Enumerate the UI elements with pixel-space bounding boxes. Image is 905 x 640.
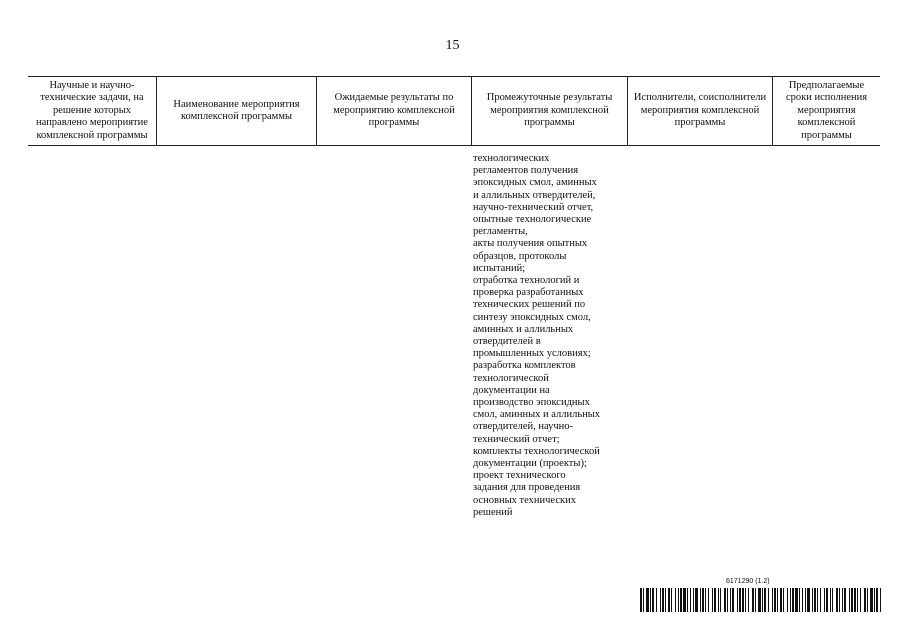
barcode-bar — [724, 588, 726, 612]
barcode-bar — [712, 588, 713, 612]
barcode-bar — [739, 588, 741, 612]
barcode-bar — [683, 588, 686, 612]
barcode-bar — [727, 588, 728, 612]
barcode-bar — [870, 588, 873, 612]
barcode-bar — [705, 588, 706, 612]
barcode-bar — [745, 588, 746, 612]
page-number: 15 — [445, 38, 460, 53]
barcode-bar — [665, 588, 666, 612]
barcode-bar — [768, 588, 769, 612]
barcode-bar — [748, 588, 749, 612]
barcode-bar — [693, 588, 694, 612]
barcode-bar — [817, 588, 818, 612]
header-activity-name: Наименование мероприятия комплексной программы — [173, 98, 300, 122]
barcode-bar — [832, 588, 833, 612]
barcode-caption: 6171290 (1.2) — [726, 578, 770, 585]
barcode-bar — [807, 588, 810, 612]
barcode-bar — [820, 588, 821, 612]
barcode-bar — [668, 588, 670, 612]
barcode-bar — [671, 588, 672, 612]
barcode-bar — [844, 588, 846, 612]
intermediate-results-cell: технологических регламентов получения эпоксидных смол, аминных и аллильных отвердителей, научно-технический отчет, опытные технологические регламенты, акты получения опытных образцов, протоколы испытаний; отработка технологий и проверка разработанных технических решений по синтезу эпоксидных смол, аминных и аллильных отвердителей в промышленных условиях; разработка комплектов технологической документации на производство эпоксидных смол, аминных и аллильных отвердителей, научно- технический отчет; комплекты технологической документации (проекты); проект технического задания для проведения основных технических решений — [473, 153, 601, 518]
barcode-bar — [660, 588, 661, 612]
barcode-bar — [732, 588, 734, 612]
barcode-bar — [758, 588, 761, 612]
barcode-bar — [802, 588, 803, 612]
barcode — [640, 578, 884, 612]
barcode-bar — [783, 588, 784, 612]
barcode-bar — [720, 588, 721, 612]
barcode-bar — [792, 588, 794, 612]
barcode-bar — [646, 588, 649, 612]
header-expected-results: Ожидаемые результаты по мероприятию комплексной программы — [333, 92, 455, 129]
barcode-bar — [849, 588, 850, 612]
barcode-bar — [772, 588, 773, 612]
barcode-bar — [656, 588, 657, 612]
barcode-bar — [799, 588, 800, 612]
barcode-bar — [643, 588, 644, 612]
table-header — [28, 76, 880, 146]
barcode-bar — [777, 588, 778, 612]
barcode-bar — [780, 588, 782, 612]
barcode-bar — [708, 588, 709, 612]
barcode-bar — [764, 588, 766, 612]
barcode-bar — [854, 588, 856, 612]
barcode-bar — [787, 588, 788, 612]
barcode-bar — [805, 588, 806, 612]
barcode-image — [640, 588, 884, 612]
barcode-bar — [860, 588, 861, 612]
barcode-bar — [851, 588, 853, 612]
barcode-bar — [714, 588, 716, 612]
barcode-bar — [690, 588, 691, 612]
barcode-bar — [774, 588, 776, 612]
barcode-bar — [752, 588, 754, 612]
barcode-bar — [737, 588, 738, 612]
barcode-bar — [762, 588, 763, 612]
barcode-bar — [790, 588, 791, 612]
barcode-bar — [678, 588, 679, 612]
barcode-bar — [876, 588, 878, 612]
barcode-bar — [867, 588, 868, 612]
barcode-bar — [687, 588, 688, 612]
barcode-bar — [755, 588, 756, 612]
barcode-bar — [824, 588, 825, 612]
header-executors: Исполнители, соисполнители мероприятия комплексной программы — [633, 92, 767, 129]
barcode-bar — [880, 588, 881, 612]
barcode-bar — [730, 588, 731, 612]
barcode-bar — [695, 588, 698, 612]
barcode-bar — [650, 588, 651, 612]
barcode-bar — [814, 588, 816, 612]
barcode-bar — [640, 588, 642, 612]
barcode-bar — [830, 588, 831, 612]
barcode-bar — [857, 588, 858, 612]
barcode-bar — [836, 588, 838, 612]
barcode-bar — [718, 588, 719, 612]
header-deadlines: Предполагаемые сроки исполнения мероприятия комплексной программы — [785, 79, 868, 141]
header-intermediate-results: Промежуточные результаты мероприятия комплексной программы — [486, 92, 613, 129]
barcode-bar — [826, 588, 828, 612]
barcode-bar — [864, 588, 866, 612]
barcode-bar — [842, 588, 843, 612]
barcode-bar — [675, 588, 676, 612]
barcode-bar — [680, 588, 682, 612]
barcode-bar — [652, 588, 654, 612]
barcode-bar — [839, 588, 840, 612]
barcode-bar — [702, 588, 704, 612]
barcode-bar — [742, 588, 744, 612]
header-tasks: Научные и научно-технические задачи, на решение которых направлено мероприятие комплексной программы — [36, 79, 148, 141]
barcode-bar — [700, 588, 701, 612]
barcode-bar — [812, 588, 813, 612]
barcode-bar — [795, 588, 798, 612]
barcode-bar — [874, 588, 875, 612]
barcode-bar — [662, 588, 664, 612]
